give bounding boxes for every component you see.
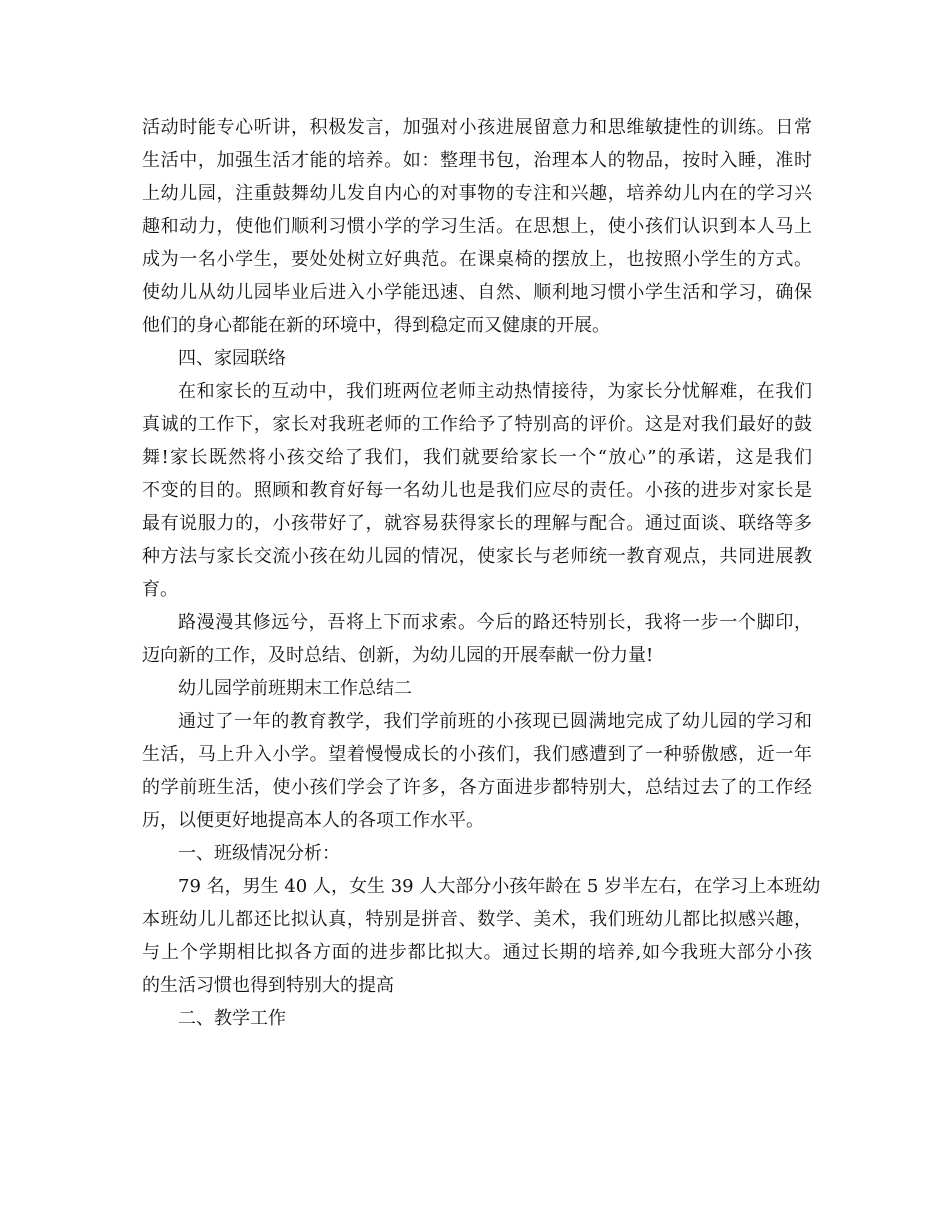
text-line: 不变的目的。照顾和教育好每一名幼儿也是我们应尽的责任。小孩的进步对家长是 (142, 480, 812, 501)
text-line: 一、班级情况分析： (178, 843, 340, 864)
text-line: 育。 (142, 579, 178, 600)
text-line: 真诚的工作下，家长对我班老师的工作给予了特别高的评价。这是对我们最好的鼓 (142, 414, 812, 435)
text-line: 他们的身心都能在新的环境中，得到稳定而又健康的开展。 (142, 315, 610, 336)
text-line: 生活，马上升入小学。望着慢慢成长的小孩们，我们感遭到了一种骄傲感，近一年 (142, 744, 812, 765)
paragraph-h1 (142, 837, 812, 870)
text-line: 二、教学工作 (178, 1008, 286, 1029)
text-line: 最有说服力的，小孩带好了，就容易获得家长的理解与配合。通过面谈、联络等多 (142, 513, 812, 534)
text-line: 四、家园联络 (178, 348, 286, 369)
text-line: 与上个学期相比拟各方面的进步都比拟大。通过长期的培养,如今我班大部分小孩 (142, 942, 812, 963)
paragraph-p2 (142, 375, 812, 606)
paragraph-p4 (142, 705, 812, 837)
text-line: 的学前班生活，使小孩们学会了许多，各方面进步都特别大，总结过去了的工作经 (142, 777, 812, 798)
text-line: 上幼儿园，注重鼓舞幼儿发自内心的对事物的专注和兴趣，培养幼儿内在的学习兴 (142, 183, 812, 204)
text-line: 使幼儿从幼儿园毕业后进入小学能迅速、自然、顺利地习惯小学生活和学习，确保 (142, 282, 812, 303)
paragraph-h4 (142, 342, 812, 375)
text-line: 迈向新的工作，及时总结、创新，为幼儿园的开展奉献一份力量! (142, 645, 654, 666)
text-line: 成为一名小学生，要处处树立好典范。在课桌椅的摆放上，也按照小学生的方式。 (142, 249, 812, 270)
text-line: 舞!家长既然将小孩交给了我们，我们就要给家长一个“放心”的承诺，这是我们 (142, 447, 812, 468)
text-line: 的生活习惯也得到特别大的提高 (142, 975, 394, 996)
text-line: 路漫漫其修远兮，吾将上下而求索。今后的路还特别长，我将一步一个脚印， (178, 612, 812, 633)
paragraph-p1 (142, 111, 812, 342)
text-line: 活动时能专心听讲，积极发言，加强对小孩进展留意力和思维敏捷性的训练。日常 (142, 117, 812, 138)
document-page (142, 111, 821, 1035)
text-line: 通过了一年的教育教学，我们学前班的小孩现已圆满地完成了幼儿园的学习和 (178, 711, 812, 732)
paragraph-p3 (142, 606, 812, 672)
paragraph-title2 (142, 672, 812, 705)
text-line: 种方法与家长交流小孩在幼儿园的情况，使家长与老师统一教育观点，共同进展教 (142, 546, 812, 567)
paragraph-p5 (142, 870, 821, 1002)
paragraph-h2 (142, 1002, 812, 1035)
text-line: 生活中，加强生活才能的培养。如：整理书包，治理本人的物品，按时入睡，准时 (142, 150, 812, 171)
text-line: 在和家长的互动中，我们班两位老师主动热情接待，为家长分忧解难，在我们 (178, 381, 812, 402)
text-line: 趣和动力，使他们顺利习惯小学的学习生活。在思想上，使小孩们认识到本人马上 (142, 216, 812, 237)
text-line: 历，以便更好地提高本人的各项工作水平。 (142, 810, 484, 831)
text-line: 幼儿园学前班期末工作总结二 (178, 678, 412, 699)
text-line: 79 名，男生 40 人，女生 39 人大部分小孩年龄在 5 岁半左右，在学习上本班幼 (178, 876, 821, 897)
text-line: 本班幼儿儿都还比拟认真，特别是拼音、数学、美术，我们班幼儿都比拟感兴趣， (142, 909, 812, 930)
